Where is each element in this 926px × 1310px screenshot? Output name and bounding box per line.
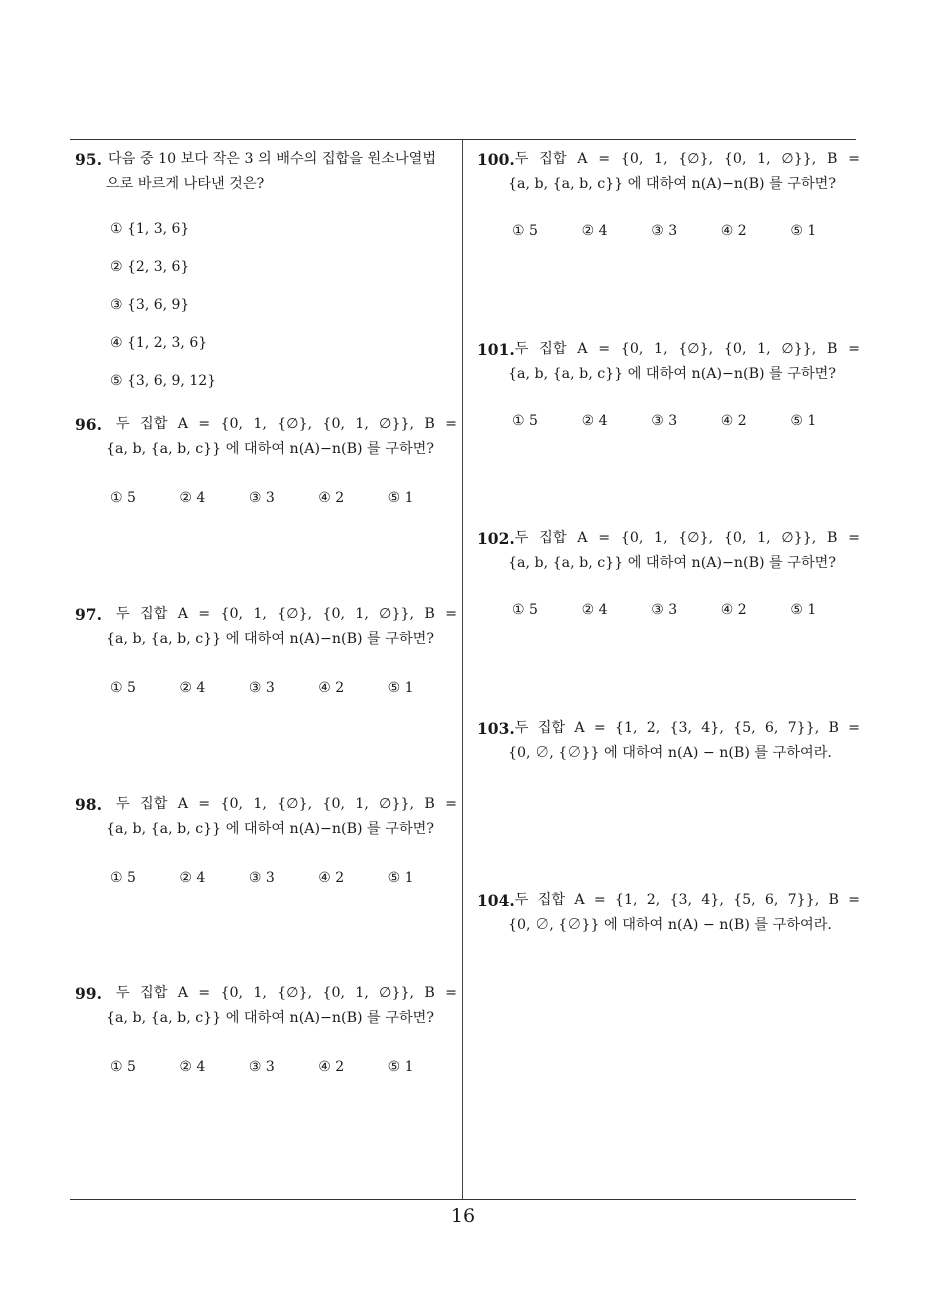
question-line-2: {a, b, {a, b, c}} 에 대하여 n(A)−n(B) 를 구하면? [106, 631, 434, 647]
choice-4[interactable]: ④ {1, 2, 3, 6} [110, 335, 208, 351]
problem-99 [75, 981, 457, 1080]
choice-2[interactable]: ② 4 [179, 870, 206, 886]
choice-1[interactable]: ① 5 [512, 602, 538, 618]
problem-95 [75, 147, 457, 394]
problem-102 [477, 526, 860, 623]
question-line-2: {a, b, {a, b, c}} 에 대하여 n(A)−n(B) 를 구하면? [106, 821, 434, 837]
choice-4[interactable]: ④ 2 [720, 223, 747, 239]
problem-number: 99. [75, 984, 102, 1003]
column-divider [462, 140, 463, 1200]
problem-96 [75, 412, 457, 511]
problem-103 [477, 716, 860, 766]
choice-2[interactable]: ② 4 [581, 602, 608, 618]
question-line-2: {a, b, {a, b, c}} 에 대하여 n(A)−n(B) 를 구하면? [106, 441, 434, 457]
choice-4[interactable]: ④ 2 [720, 602, 747, 618]
choice-4[interactable]: ④ 2 [720, 413, 747, 429]
question-line-1: 두 집합 A = {0, 1, {∅}, {0, 1, ∅}}, B = [514, 341, 860, 357]
choice-1[interactable]: ① {1, 3, 6} [110, 221, 190, 237]
problem-number: 101. [477, 340, 515, 359]
choice-2[interactable]: ② 4 [179, 680, 206, 696]
question-line-1: 두 집합 A = {0, 1, {∅}, {0, 1, ∅}}, B = [115, 606, 457, 622]
problem-number: 98. [75, 795, 102, 814]
choice-3[interactable]: ③ 3 [651, 413, 678, 429]
choice-4[interactable]: ④ 2 [318, 680, 345, 696]
problem-number: 95. [75, 150, 102, 169]
choice-4[interactable]: ④ 2 [318, 490, 345, 506]
problem-number: 97. [75, 605, 102, 624]
choice-2[interactable]: ② 4 [179, 1059, 206, 1075]
question-line-2: 으로 바르게 나타낸 것은? [106, 176, 265, 192]
problem-100 [477, 147, 860, 244]
choice-5[interactable]: ⑤ {3, 6, 9, 12} [110, 373, 217, 389]
choice-1[interactable]: ① 5 [110, 1059, 136, 1075]
question-line-2: {a, b, {a, b, c}} 에 대하여 n(A)−n(B) 를 구하면? [508, 366, 836, 382]
choice-2[interactable]: ② 4 [581, 413, 608, 429]
question-line-1: 두 집합 A = {0, 1, {∅}, {0, 1, ∅}}, B = [115, 796, 457, 812]
choice-5[interactable]: ⑤ 1 [387, 1059, 414, 1075]
problem-101 [477, 337, 860, 434]
choice-1[interactable]: ① 5 [512, 413, 538, 429]
choice-3[interactable]: ③ 3 [248, 1059, 275, 1075]
problem-number: 100. [477, 150, 515, 169]
choice-1[interactable]: ① 5 [512, 223, 538, 239]
choice-2[interactable]: ② 4 [581, 223, 608, 239]
choice-1[interactable]: ① 5 [110, 680, 136, 696]
problem-number: 104. [477, 891, 515, 910]
question-line-2: {0, ∅, {∅}} 에 대하여 n(A) − n(B) 를 구하여라. [508, 745, 832, 761]
question-line-1: 두 집합 A = {0, 1, {∅}, {0, 1, ∅}}, B = [115, 416, 457, 432]
choice-1[interactable]: ① 5 [110, 870, 136, 886]
choice-list [75, 866, 457, 891]
choice-3[interactable]: ③ 3 [248, 870, 275, 886]
question-line-2: {0, ∅, {∅}} 에 대하여 n(A) − n(B) 를 구하여라. [508, 917, 832, 933]
problem-97 [75, 602, 457, 701]
problem-104 [477, 888, 860, 938]
choice-list [477, 598, 860, 623]
choice-list [75, 486, 457, 511]
choice-3[interactable]: ③ 3 [651, 602, 678, 618]
choice-list [75, 1055, 457, 1080]
choice-list [477, 219, 860, 244]
question-line-1: 두 집합 A = {1, 2, {3, 4}, {5, 6, 7}}, B = [514, 892, 860, 908]
problem-number: 103. [477, 719, 515, 738]
question-line-2: {a, b, {a, b, c}} 에 대하여 n(A)−n(B) 를 구하면? [508, 176, 836, 192]
choice-5[interactable]: ⑤ 1 [387, 490, 414, 506]
choice-3[interactable]: ③ 3 [248, 490, 275, 506]
choice-5[interactable]: ⑤ 1 [387, 870, 414, 886]
question-line-1: 두 집합 A = {0, 1, {∅}, {0, 1, ∅}}, B = [514, 151, 860, 167]
question-line-1: 다음 중 10 보다 작은 3 의 배수의 집합을 원소나열법 [107, 151, 437, 167]
question-line-2: {a, b, {a, b, c}} 에 대하여 n(A)−n(B) 를 구하면? [106, 1010, 434, 1026]
choice-list [75, 676, 457, 701]
choice-1[interactable]: ① 5 [110, 490, 136, 506]
choice-3[interactable]: ③ 3 [651, 223, 678, 239]
choice-list [477, 409, 860, 434]
choice-5[interactable]: ⑤ 1 [790, 413, 817, 429]
page-number: 16 [450, 1205, 476, 1227]
question-line-1: 두 집합 A = {1, 2, {3, 4}, {5, 6, 7}}, B = [514, 720, 860, 736]
question-line-1: 두 집합 A = {0, 1, {∅}, {0, 1, ∅}}, B = [115, 985, 457, 1001]
choice-4[interactable]: ④ 2 [318, 870, 345, 886]
bottom-rule [70, 1199, 856, 1200]
choice-3[interactable]: ③ {3, 6, 9} [110, 297, 190, 313]
top-rule [70, 139, 856, 140]
choice-list [75, 217, 457, 394]
question-line-2: {a, b, {a, b, c}} 에 대하여 n(A)−n(B) 를 구하면? [508, 555, 836, 571]
choice-5[interactable]: ⑤ 1 [790, 602, 817, 618]
choice-2[interactable]: ② {2, 3, 6} [110, 259, 190, 275]
problem-number: 96. [75, 415, 102, 434]
choice-2[interactable]: ② 4 [179, 490, 206, 506]
choice-5[interactable]: ⑤ 1 [790, 223, 817, 239]
question-line-1: 두 집합 A = {0, 1, {∅}, {0, 1, ∅}}, B = [514, 530, 860, 546]
problem-number: 102. [477, 529, 515, 548]
problem-98 [75, 792, 457, 891]
choice-5[interactable]: ⑤ 1 [387, 680, 414, 696]
choice-4[interactable]: ④ 2 [318, 1059, 345, 1075]
choice-3[interactable]: ③ 3 [248, 680, 275, 696]
